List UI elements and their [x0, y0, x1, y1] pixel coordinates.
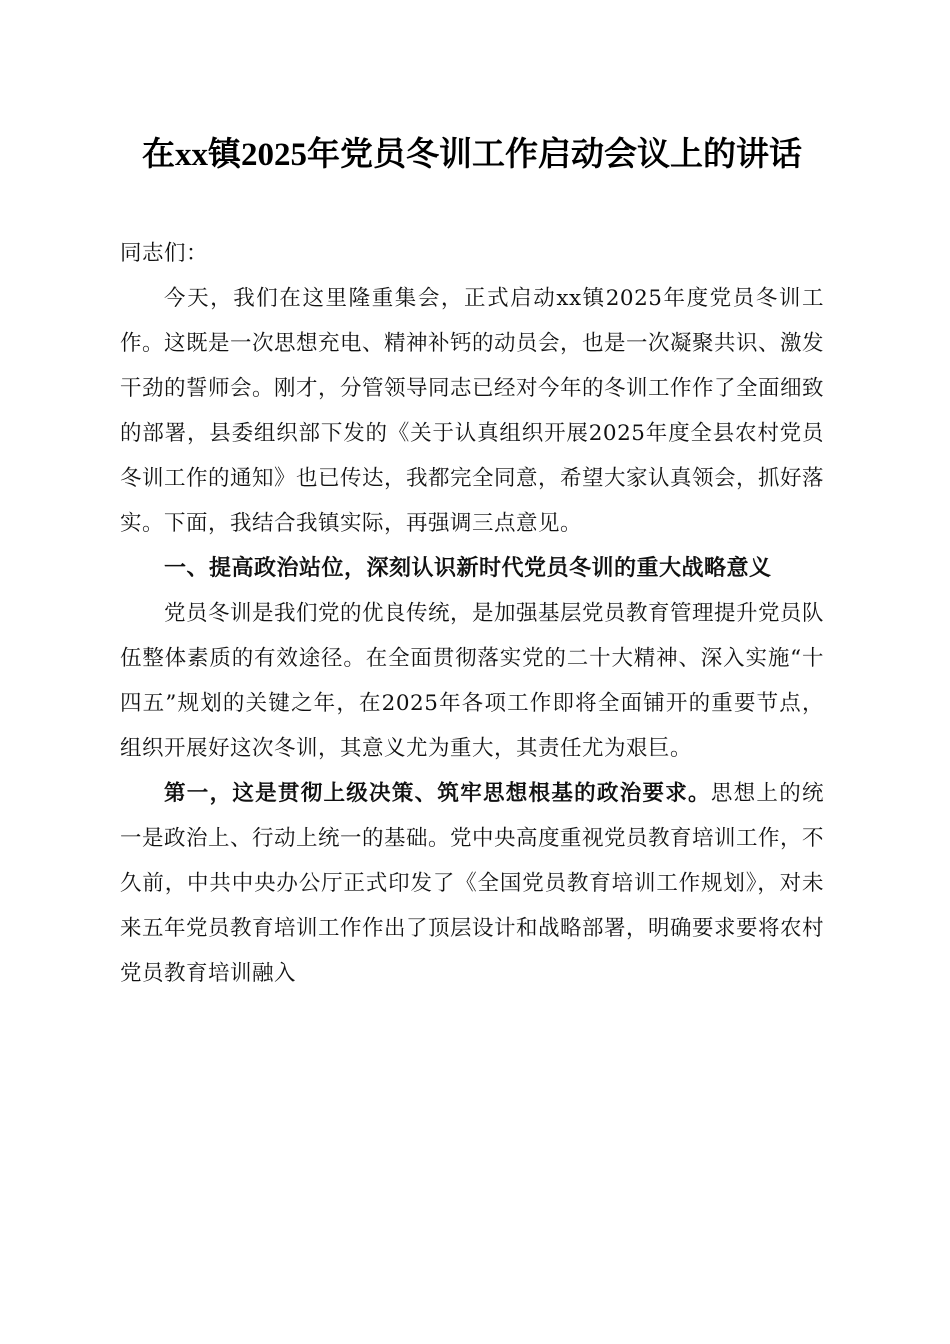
first-point-body: 思想上的统一是政治上、行动上统一的基础。党中央高度重视党员教育培训工作，不久前，中共中央办公厅正式印发了《全国党员教育培训工作规划》，对未来五年党员教育培训工作作出了顶层设计和战略部署，明确要求要将农村党员教育培训融入 [120, 781, 825, 986]
section-heading-1: 一、提高政治站位，深刻认识新时代党员冬训的重大战略意义 [164, 556, 772, 581]
paragraph-first-point [120, 771, 824, 996]
first-point-lead: 第一，这是贯彻上级决策、筑牢思想根基的政治要求。 [164, 781, 711, 806]
document-title: 在xx镇2025年党员冬训工作启动会议上的讲话 [142, 137, 802, 173]
document-page [120, 130, 824, 996]
paragraph-opening: 今天，我们在这里隆重集会，正式启动xx镇2025年度党员冬训工作。这既是一次思想充电、精神补钙的动员会，也是一次凝聚共识、激发干劲的誓师会。刚才，分管领导同志已经对今年的冬训工作作了全面细致的部署，县委组织部下发的《关于认真组织开展2025年度全县农村党员冬训工作的通知》也已传达，我都完全同意，希望大家认真领会，抓好落实。下面，我结合我镇实际，再强调三点意见。 [120, 286, 825, 536]
salutation: 同志们： [120, 241, 209, 266]
paragraph-significance: 党员冬训是我们党的优良传统，是加强基层党员教育管理提升党员队伍整体素质的有效途径。在全面贯彻落实党的二十大精神、深入实施“十四五”规划的关键之年，在2025年各项工作即将全面铺开的重要节点，组织开展好这次冬训，其意义尤为重大，其责任尤为艰巨。 [120, 601, 825, 761]
